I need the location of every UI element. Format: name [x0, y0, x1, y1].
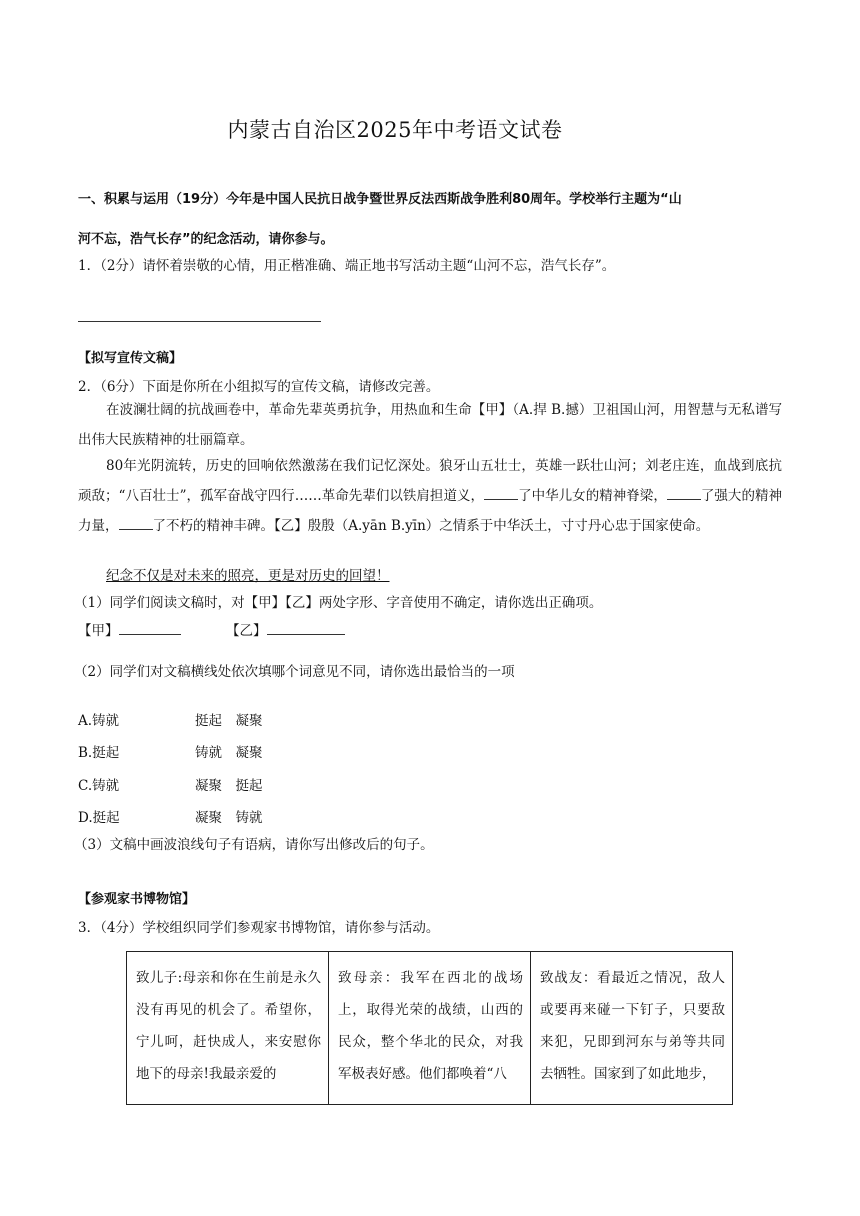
- option-d-label[interactable]: D.挺起: [78, 810, 120, 826]
- option-b-words: 铸就 凝聚: [195, 745, 263, 761]
- article-paragraph-2-part-b: 了中华儿女的精神脊梁，: [518, 488, 667, 504]
- option-c-words: 凝聚 挺起: [195, 778, 263, 794]
- page-title: 内蒙古自治区2025年中考语文试卷: [227, 118, 563, 142]
- question-2-sub-1: （1）同学们阅读文稿时，对【甲】【乙】两处字形、字音使用不确定，请你选出正确项。: [74, 595, 603, 611]
- option-c-label[interactable]: C.铸就: [78, 778, 120, 794]
- question-3-stem: 3．（4分）学校组织同学们参观家书博物馆，请你参与活动。: [78, 920, 440, 936]
- letter-to-son-cell: 致儿子:母亲和你在生前是永久没有再见的机会了。希望你，宁儿呵，赶快成人，来安慰你地下的母亲!我最亲爱的: [127, 952, 329, 1105]
- answer-yi-label: 【乙】: [226, 623, 267, 639]
- block2-heading: 【拟写宣传文稿】: [78, 351, 183, 366]
- table-row: [127, 952, 733, 1105]
- family-letters-table: [126, 951, 733, 1105]
- answer-jia-label: 【甲】: [78, 623, 119, 639]
- wavy-underlined-sentence: 纪念不仅是对未来的照亮，更是对历史的回望！: [106, 568, 390, 584]
- article-paragraph-1: 在波澜壮阔的抗战画卷中，革命先辈英勇抗争，用热血和生命【甲】（A.捍 B.撼）卫祖国山河，用智慧与无私谱写出伟大民族精神的壮丽篇章。: [78, 402, 782, 448]
- article-paragraph-2-part-d: 了不朽的精神丰碑。【乙】殷殷（A.yān B.yīn）之情系于中华沃土，寸寸丹心忠于国家使命。: [152, 518, 710, 534]
- answer-jia-row: [78, 619, 181, 639]
- answer-jia-blank[interactable]: [119, 620, 181, 635]
- article-paragraph-2-part-a: 80年光阴流转，历史的回响依然激荡在我们记忆深处。狼牙山五壮士，英雄一跃壮山河；刘老庄连，血战到底抗顽敌；“八百壮士”，孤军奋战守四行……革命先辈们以铁肩担道义，: [78, 458, 782, 504]
- fill-blank-1[interactable]: [484, 485, 518, 500]
- section1-heading-line2: 河不忘，浩气长存”的纪念活动，请你参与。: [78, 232, 334, 247]
- question-1-text: 1．（2分）请怀着崇敬的心情，用正楷准确、端正地书写活动主题“山河不忘，浩气长存”。: [78, 258, 616, 274]
- option-a-label[interactable]: A.铸就: [78, 713, 120, 729]
- block3-heading: 【参观家书博物馆】: [78, 892, 196, 907]
- option-a-words: 挺起 凝聚: [195, 713, 263, 729]
- answer-yi-row: [226, 619, 345, 639]
- fill-blank-3[interactable]: [119, 515, 153, 530]
- article-paragraph-2-part-c: 了强大的精神力量，: [78, 488, 783, 534]
- letter-to-comrade-cell: 致战友：看最近之情况，敌人或要再来碰一下钉子，只要敌来犯，兄即到河东与弟等共同去牺牲。国家到了如此地步，: [531, 952, 733, 1105]
- letter-to-mother-cell: 致母亲：我军在西北的战场上，取得光荣的战绩，山西的民众，整个华北的民众，对我军极表好感。他们都唤着“八: [329, 952, 531, 1105]
- option-d-words: 凝聚 铸就: [195, 810, 263, 826]
- fill-blank-2[interactable]: [667, 485, 701, 500]
- question-2-stem: 2．（6分）下面是你所在小组拟写的宣传文稿，请修改完善。: [78, 379, 440, 395]
- question-1-answer-line[interactable]: [78, 321, 321, 322]
- question-2-sub-2: （2）同学们对文稿横线处依次填哪个词意见不同，请你选出最恰当的一项: [74, 664, 515, 680]
- article-paragraph-2: [78, 451, 782, 541]
- section1-heading-line1: 一、积累与运用（19分）今年是中国人民抗日战争暨世界反法西斯战争胜利80周年。学校举行主题为“山: [78, 192, 682, 207]
- question-2-sub-3: （3）文稿中画波浪线句子有语病，请你写出修改后的句子。: [74, 837, 434, 853]
- answer-yi-blank[interactable]: [267, 620, 345, 635]
- option-b-label[interactable]: B.挺起: [78, 745, 120, 761]
